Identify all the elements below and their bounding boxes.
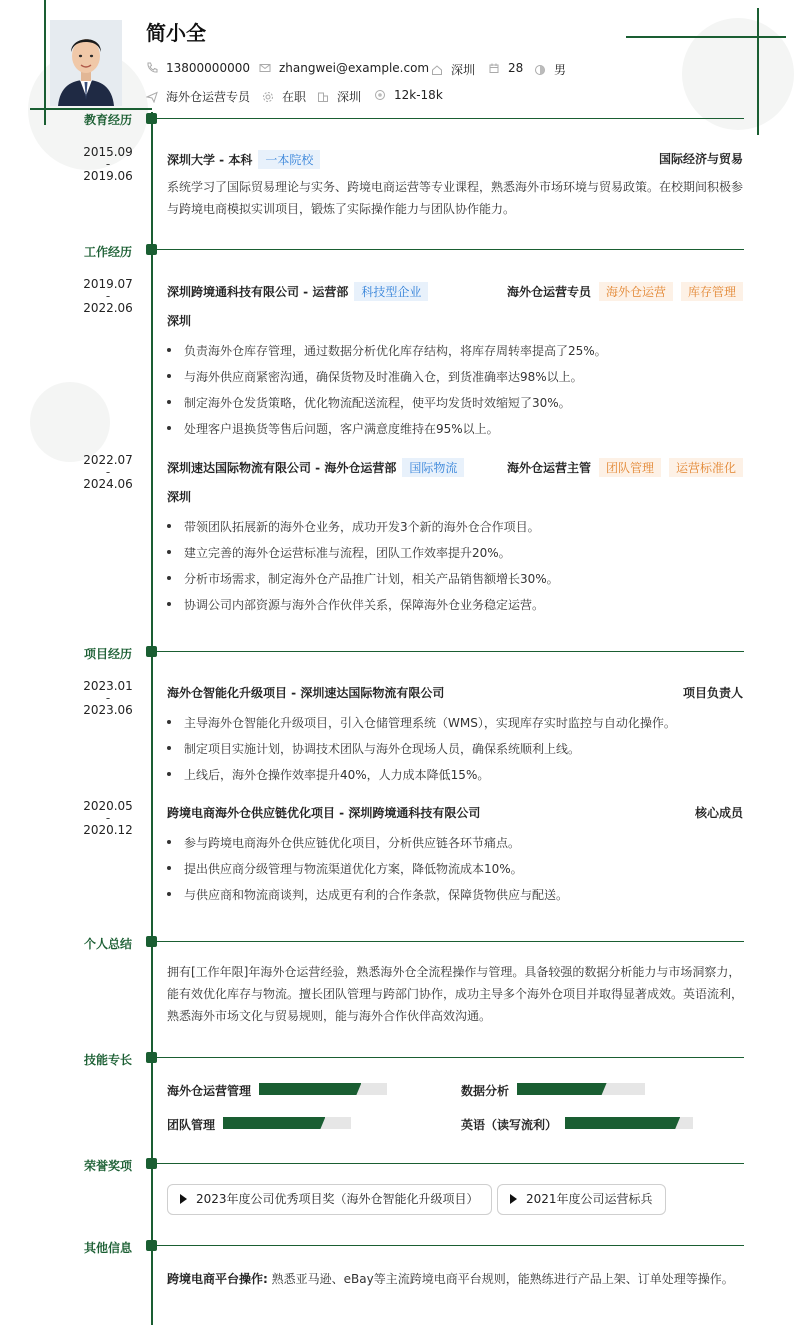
home-icon: [431, 64, 443, 76]
phone-number: 13800000000: [166, 61, 250, 75]
date-separator: -: [105, 691, 111, 705]
job-bullet: 制定海外仓发货策略，优化物流配送流程，使平均发货时效缩短了30%。: [167, 394, 571, 411]
project-bullet: 上线后，海外仓操作效率提升40%，人力成本降低15%。: [167, 766, 489, 783]
skill-bar: [223, 1117, 351, 1129]
section-divider: [157, 249, 744, 250]
major: 国际经济与贸易: [658, 152, 743, 166]
skill-bar: [517, 1083, 645, 1095]
award-item: [497, 1184, 666, 1215]
date-separator: -: [105, 157, 111, 171]
skill-tag: 库存管理: [681, 282, 743, 301]
work-date: [70, 454, 146, 490]
date-separator: -: [105, 811, 111, 825]
skill-tag: 团队管理: [599, 458, 661, 477]
job-bullet: 与海外供应商紧密沟通，确保货物及时准确入仓，到货准确率达98%以上。: [167, 368, 583, 385]
decor-circle-mid: [30, 382, 110, 462]
salary-info: [374, 88, 443, 102]
header-line-left-vertical: [44, 0, 46, 125]
gear-icon: [262, 91, 274, 103]
position-title: [507, 458, 743, 477]
position: 海外仓运营主管: [506, 461, 591, 475]
job-bullet: 带领团队拓展新的海外仓业务，成功开发3个新的海外仓合作项目。: [167, 518, 540, 535]
decor-circle-right: [682, 18, 794, 130]
company-name: 深圳跨境通科技有限公司 - 运营部: [167, 285, 349, 299]
work-date: [70, 278, 146, 314]
header-line-left-horizontal: [30, 108, 152, 110]
job-bullet: 建立完善的海外仓运营标准与流程，团队工作效率提升20%。: [167, 544, 511, 561]
section-title-other: 其他信息: [83, 1241, 132, 1255]
summary-text: 拥有[工作年限]年海外仓运营经验，熟悉海外仓全流程操作与管理。具备较强的数据分析能力与市场洞察力，能有效优化库存与物流。擅长团队管理与跨部门协作，成功主导多个海外仓项目并取得显著成效。英语流利，熟悉海外市场文化与贸易规则，能与海外合作伙伴高效沟通。: [167, 965, 744, 1023]
play-triangle-icon: [510, 1194, 517, 1204]
project-bullet: 主导海外仓智能化升级项目，引入仓储管理系统（WMS），实现库存实时监控与自动化操作。: [167, 714, 676, 731]
mail-icon: [259, 62, 271, 74]
section-marker: [146, 244, 157, 255]
date-separator: -: [105, 289, 111, 303]
play-triangle-icon: [180, 1194, 187, 1204]
work-city-info: [317, 88, 361, 105]
award-text: 2021年度公司运营标兵: [526, 1192, 653, 1206]
skill-tag: 运营标准化: [669, 458, 743, 477]
company-name: 深圳速达国际物流有限公司 - 海外仓运营部: [167, 461, 397, 475]
work-city: 深圳: [337, 90, 362, 104]
award-text: 2023年度公司优秀项目奖（海外仓智能化升级项目）: [196, 1192, 479, 1206]
date-start: 2019.07: [83, 277, 133, 291]
other-text: 熟悉亚马逊、eBay等主流跨境电商平台规则，能熟练进行产品上架、订单处理等操作。: [271, 1272, 734, 1286]
school-name: 深圳大学 - 本科: [167, 153, 253, 167]
job-target: 海外仓运营专员: [166, 90, 251, 104]
section-divider: [157, 941, 744, 942]
other-label: 跨境电商平台操作:: [167, 1272, 268, 1286]
age-info: [488, 61, 523, 75]
date-end: 2020.12: [83, 823, 133, 837]
project-date: [70, 680, 146, 716]
section-title-projects: 项目经历: [83, 647, 132, 661]
date-start: 2020.05: [83, 799, 133, 813]
age: 28: [508, 61, 524, 75]
section-marker: [146, 646, 157, 657]
date-end: 2019.06: [83, 169, 133, 183]
section-marker: [146, 936, 157, 947]
section-marker: [146, 1158, 157, 1169]
section-divider: [157, 1245, 744, 1246]
company-title: [167, 458, 464, 477]
project-role: 核心成员: [694, 806, 743, 820]
job-bullet: 负责海外仓库存管理，通过数据分析优化库存结构，将库存周转率提高了25%。: [167, 342, 607, 359]
company-title: [167, 282, 428, 301]
section-title-skills: 技能专长: [83, 1053, 132, 1067]
job-bullet: 分析市场需求，制定海外仓产品推广计划，相关产品销售额增长30%。: [167, 570, 559, 587]
education-date: [70, 146, 146, 182]
phone-info: [146, 61, 250, 75]
status-info: [262, 88, 306, 105]
skill-name: 团队管理: [167, 1118, 216, 1132]
building-icon: [317, 91, 329, 103]
city-info: [431, 61, 475, 78]
position-title: [507, 282, 743, 301]
project-title: 跨境电商海外仓供应链优化项目 - 深圳跨境通科技有限公司: [167, 806, 481, 820]
position: 海外仓运营专员: [506, 285, 591, 299]
section-marker: [146, 113, 157, 124]
education-description: 系统学习了国际贸易理论与实务、跨境电商运营等专业课程，熟悉海外市场环境与贸易政策。在校期间积极参与跨境电商模拟实训项目，锻炼了实际操作能力与团队协作能力。: [167, 180, 744, 216]
date-end: 2023.06: [83, 703, 133, 717]
skill-name: 海外仓运营管理: [167, 1084, 252, 1098]
calendar-icon: [488, 62, 500, 74]
date-separator: -: [105, 465, 111, 479]
skill-bar-fill: [259, 1083, 361, 1095]
gender-icon: [534, 64, 546, 76]
header-line-right-horizontal: [626, 36, 786, 38]
section-divider: [157, 1163, 744, 1164]
avatar: [50, 20, 122, 106]
avatar-portrait-icon: [50, 20, 122, 106]
job-location: 深圳: [167, 314, 192, 328]
date-start: 2023.01: [83, 679, 133, 693]
header-line-right-vertical: [757, 8, 759, 135]
job-location: 深圳: [167, 490, 192, 504]
skill-bar-fill: [517, 1083, 607, 1095]
gender: 男: [554, 63, 567, 77]
project-bullet: 提出供应商分级管理与物流渠道优化方案，降低物流成本10%。: [167, 860, 523, 877]
candidate-name: 简小全: [146, 21, 206, 45]
skill-bar: [565, 1117, 693, 1129]
date-start: 2022.07: [83, 453, 133, 467]
phone-icon: [146, 62, 158, 74]
skill-bar-fill: [223, 1117, 325, 1129]
send-icon: [146, 91, 158, 103]
skill-name: 英语（读写流利）: [461, 1118, 558, 1132]
timeline-line: [151, 112, 153, 1325]
award-item: [167, 1184, 492, 1215]
date-end: 2024.06: [83, 477, 133, 491]
project-bullet: 制定项目实施计划，协调技术团队与海外仓现场人员，确保系统顺利上线。: [167, 740, 580, 757]
project-title: 海外仓智能化升级项目 - 深圳速达国际物流有限公司: [167, 686, 445, 700]
section-divider: [157, 118, 744, 119]
gender-info: [534, 61, 566, 78]
project-role: 项目负责人: [682, 686, 743, 700]
job-bullet: 协调公司内部资源与海外合作伙伴关系，保障海外仓业务稳定运营。: [167, 596, 544, 613]
section-title-work: 工作经历: [83, 245, 132, 259]
email-address: zhangwei@example.com: [279, 61, 430, 75]
email-info: [259, 61, 429, 75]
other-info: [167, 1270, 734, 1287]
city: 深圳: [451, 63, 476, 77]
project-bullet: 参与跨境电商海外仓供应链优化项目，分析供应链各环节痛点。: [167, 834, 520, 851]
school-tag: 一本院校: [258, 150, 320, 169]
section-title-awards: 荣誉奖项: [83, 1159, 132, 1173]
job-status: 在职: [282, 90, 307, 104]
section-title-summary: 个人总结: [83, 937, 132, 951]
section-title-education: 教育经历: [83, 113, 132, 127]
date-end: 2022.06: [83, 301, 133, 315]
school-title: [167, 150, 320, 169]
company-tag: 国际物流: [402, 458, 464, 477]
job-bullet: 处理客户退换货等售后问题，客户满意度维持在95%以上。: [167, 420, 499, 437]
section-marker: [146, 1052, 157, 1063]
project-bullet: 与供应商和物流商谈判，达成更有利的合作条款，保障货物供应与配送。: [167, 886, 568, 903]
date-start: 2015.09: [83, 145, 133, 159]
company-tag: 科技型企业: [354, 282, 428, 301]
job-target-info: [146, 88, 250, 105]
skill-name: 数据分析: [461, 1084, 510, 1098]
skill-bar: [259, 1083, 387, 1095]
project-date: [70, 800, 146, 836]
section-marker: [146, 1240, 157, 1251]
skill-bar-fill: [565, 1117, 680, 1129]
skill-tag: 海外仓运营: [599, 282, 673, 301]
section-divider: [157, 1057, 744, 1058]
coin-icon: [374, 89, 386, 101]
section-divider: [157, 651, 744, 652]
salary: 12k-18k: [394, 88, 443, 102]
